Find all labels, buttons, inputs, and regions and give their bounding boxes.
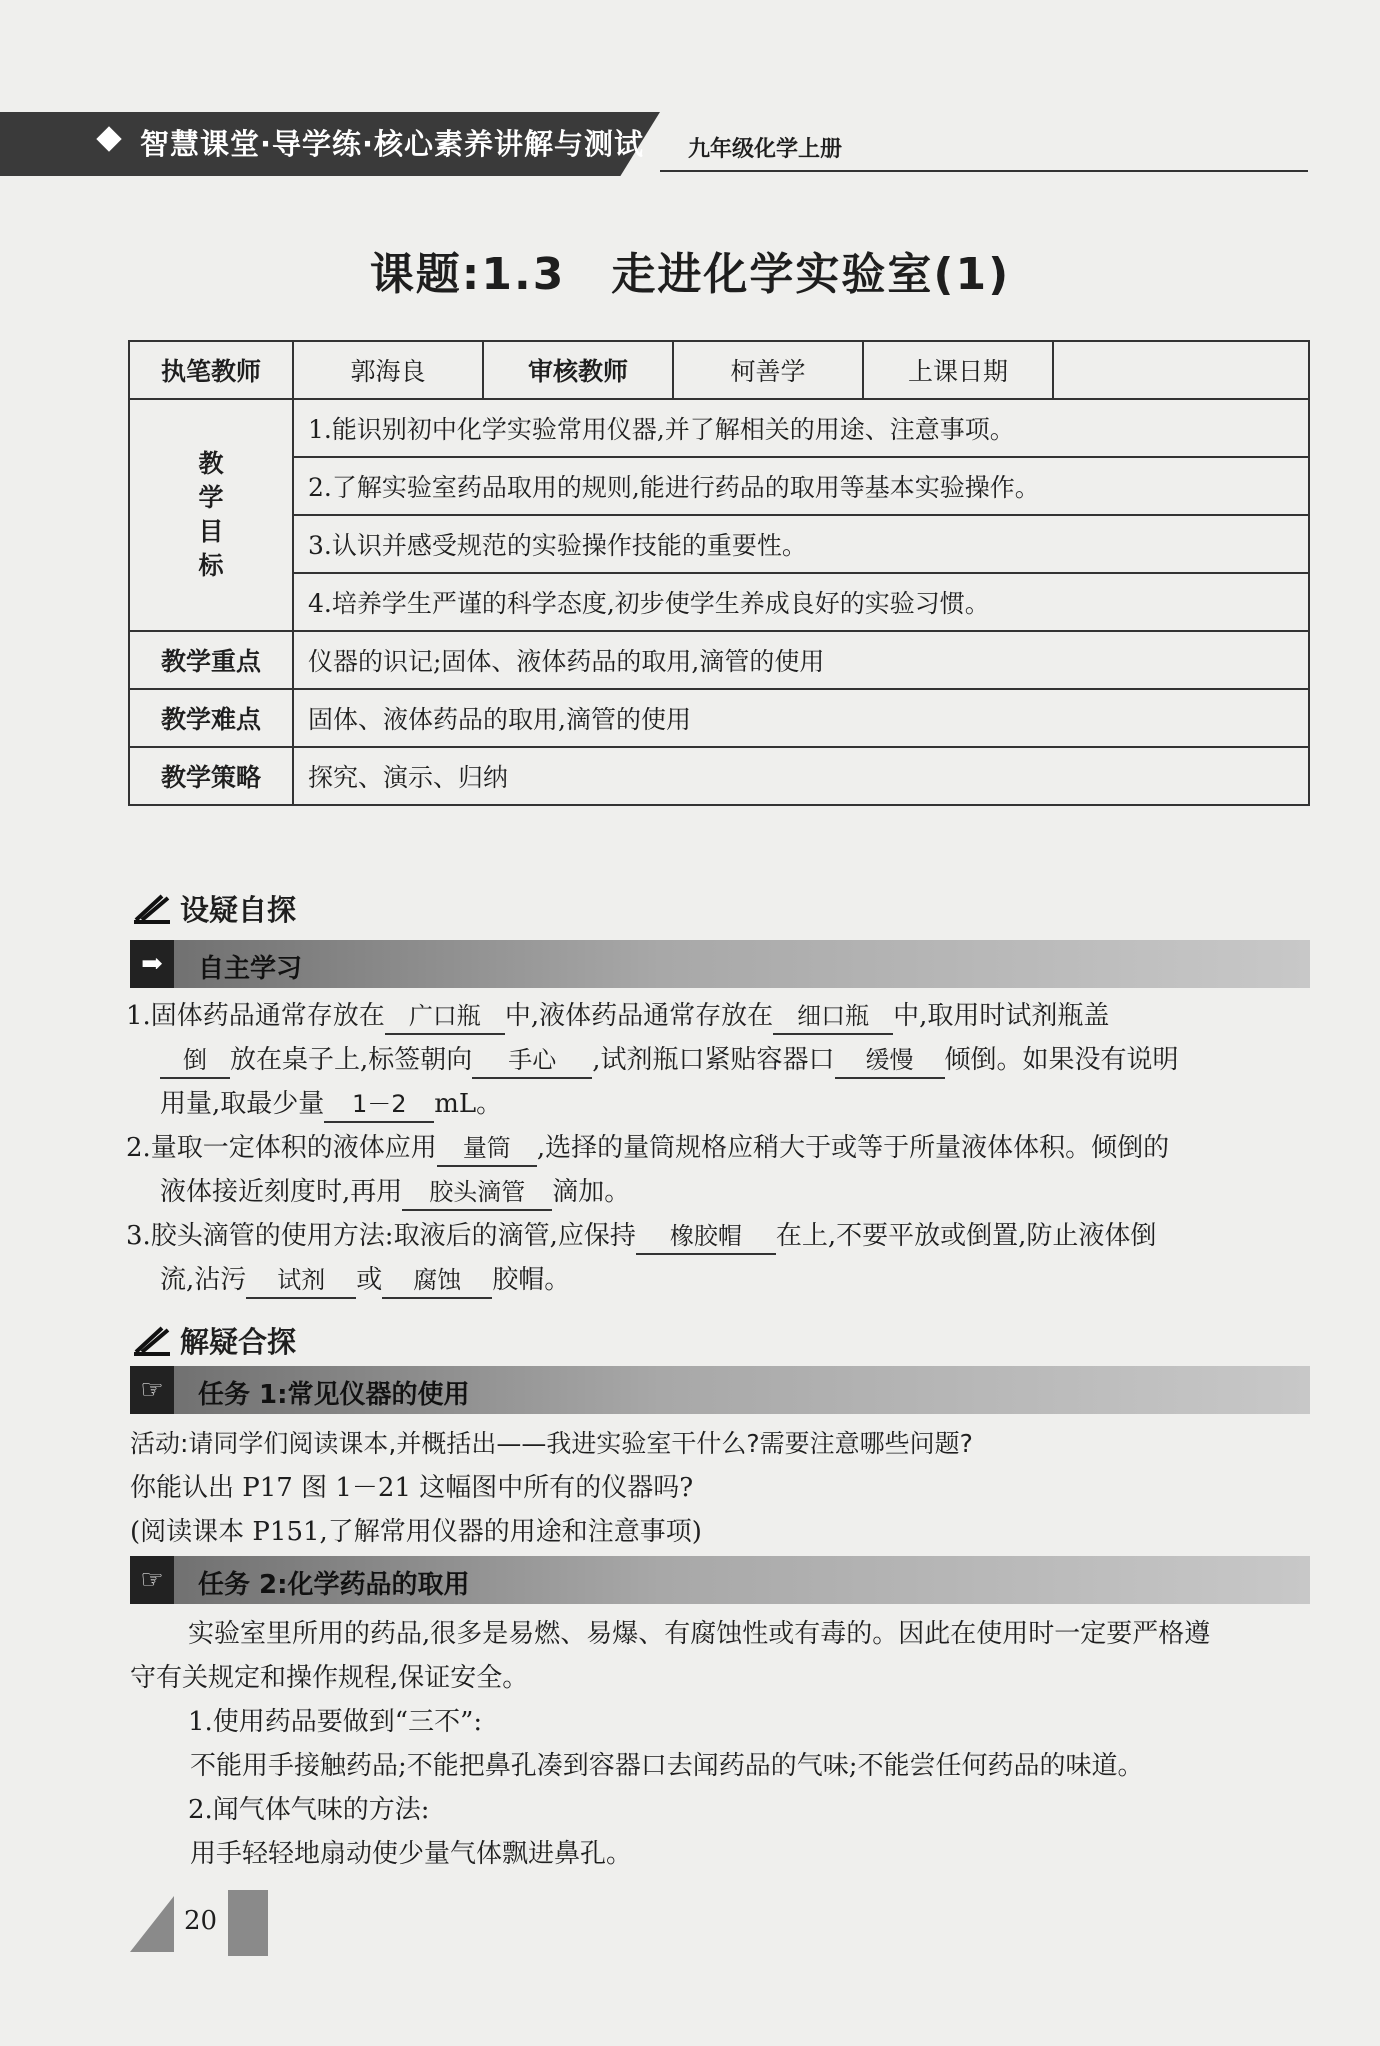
pen-icon <box>132 1326 172 1356</box>
q3-text: 胶帽。 <box>492 1265 571 1295</box>
table-row <box>129 515 1309 573</box>
task1-line-2: 你能认出 P17 图 1－21 这幅图中所有的仪器吗? <box>130 1473 694 1503</box>
section-resolve <box>132 1320 296 1361</box>
question-1-line-2 <box>126 1038 1316 1082</box>
q3-answer-3: 腐蚀 <box>382 1263 492 1299</box>
question-1-line-3 <box>126 1082 1316 1126</box>
q1-text: 放在桌子上,标签朝向 <box>230 1045 473 1075</box>
task2-smell-heading: 2.闻气体气味的方法: <box>188 1795 430 1825</box>
footer-triangle <box>130 1896 174 1952</box>
task2-paragraph: 实验室里所用的药品,很多是易燃、易爆、有腐蚀性或有毒的。因此在使用时一定要严格遵 <box>188 1619 1211 1649</box>
q1-text: 中,取用时试剂瓶盖 <box>893 1001 1110 1031</box>
difficulties-value: 固体、液体药品的取用,滴管的使用 <box>293 689 1309 747</box>
section-explore <box>132 888 296 929</box>
q3-text: 流,沾污 <box>160 1265 247 1295</box>
section-explore-title: 设疑自探 <box>180 893 297 927</box>
q2-text: 2.量取一定体积的液体应用 <box>126 1133 437 1163</box>
goals-label <box>129 399 293 631</box>
q1-answer-3: 倒 <box>160 1043 230 1079</box>
key-points-label: 教学重点 <box>129 631 293 689</box>
q2-answer-2: 胶头滴管 <box>402 1175 552 1211</box>
q2-text: 液体接近刻度时,再用 <box>160 1177 403 1207</box>
section-resolve-title: 解疑合探 <box>180 1325 297 1359</box>
q3-text: 或 <box>356 1265 383 1295</box>
reviewer-value: 柯善学 <box>673 341 863 399</box>
book-title: 九年级化学上册 <box>688 137 843 162</box>
goals-label-char: 标 <box>198 551 224 580</box>
date-label: 上课日期 <box>863 341 1053 399</box>
question-1 <box>126 994 1316 1038</box>
question-2-line-2 <box>126 1170 1316 1214</box>
goals-label-char: 学 <box>198 483 224 512</box>
q1-text: 1.固体药品通常存放在 <box>126 1001 385 1031</box>
pointing-hand-icon: ☞ <box>130 1556 174 1604</box>
task1-label: 任务 1:常见仪器的使用 <box>198 1380 470 1410</box>
task2-smell-text: 用手轻轻地扇动使少量气体飘进鼻孔。 <box>190 1839 633 1869</box>
task2-label: 任务 2:化学药品的取用 <box>198 1570 470 1600</box>
page-number: 20 <box>184 1906 218 1936</box>
pen-icon <box>132 894 172 924</box>
header-rule <box>660 170 1308 172</box>
key-points-value: 仪器的识记;固体、液体药品的取用,滴管的使用 <box>293 631 1309 689</box>
table-row <box>129 399 1309 457</box>
question-3-line-2 <box>126 1258 1316 1302</box>
table-row <box>129 631 1309 689</box>
pointing-hand-icon: ☞ <box>130 1366 174 1414</box>
q3-answer-1: 橡胶帽 <box>636 1219 776 1255</box>
strategy-value: 探究、演示、归纳 <box>293 747 1309 805</box>
q3-answer-2: 试剂 <box>246 1263 356 1299</box>
goal-item: 4.培养学生严谨的科学态度,初步使学生养成良好的实验习惯。 <box>293 573 1309 631</box>
task2-rule-text: 不能用手接触药品;不能把鼻孔凑到容器口去闻药品的气味;不能尝任何药品的味道。 <box>190 1751 1144 1781</box>
q1-text: ,试剂瓶口紧贴容器口 <box>592 1045 835 1075</box>
table-row <box>129 341 1309 399</box>
table-row <box>129 689 1309 747</box>
strategy-label: 教学策略 <box>129 747 293 805</box>
table-row <box>129 573 1309 631</box>
q1-answer-6: 1－2 <box>324 1087 434 1123</box>
task2-bar <box>130 1556 1310 1604</box>
task1-activity: 活动:请同学们阅读课本,并概括出——我进实验室干什么?需要注意哪些问题? <box>130 1429 973 1458</box>
q2-text: 滴加。 <box>552 1177 631 1207</box>
task2-paragraph-cont: 守有关规定和操作规程,保证安全。 <box>130 1663 529 1693</box>
task1-content <box>130 1422 1310 1554</box>
task1-bar <box>130 1366 1310 1414</box>
q1-answer-5: 缓慢 <box>835 1043 945 1079</box>
goal-item: 2.了解实验室药品取用的规则,能进行药品的取用等基本实验操作。 <box>293 457 1309 515</box>
table-row <box>129 747 1309 805</box>
goal-item: 1.能识别初中化学实验常用仪器,并了解相关的用途、注意事项。 <box>293 399 1309 457</box>
task2-content <box>130 1612 1310 1876</box>
goals-label-char: 教 <box>198 449 224 478</box>
self-study-label: 自主学习 <box>198 954 303 984</box>
series-title: 智慧课堂·导学练·核心素养讲解与测试 <box>140 127 645 161</box>
q1-answer-4: 手心 <box>472 1043 592 1079</box>
q1-text: 用量,取最少量 <box>160 1089 325 1119</box>
question-2 <box>126 1126 1316 1170</box>
task2-rule-heading: 1.使用药品要做到“三不”: <box>188 1707 483 1737</box>
q3-text: 在上,不要平放或倒置,防止液体倒 <box>775 1221 1157 1251</box>
arrow-right-icon: ➡ <box>130 940 174 988</box>
lesson-title: 课题:1.3 走进化学实验室(1) <box>369 249 1011 300</box>
q1-text: 中,液体药品通常存放在 <box>504 1001 774 1031</box>
footer-block <box>228 1890 268 1956</box>
q1-answer-2: 细口瓶 <box>773 999 893 1035</box>
q1-answer-1: 广口瓶 <box>385 999 505 1035</box>
self-study-bar <box>130 940 1310 988</box>
reviewer-label: 审核教师 <box>483 341 673 399</box>
lesson-info-table <box>128 340 1310 806</box>
goals-label-char: 目 <box>198 517 224 546</box>
author-label: 执笔教师 <box>129 341 293 399</box>
goal-item: 3.认识并感受规范的实验操作技能的重要性。 <box>293 515 1309 573</box>
table-row <box>129 457 1309 515</box>
task1-line-3: (阅读课本 P151,了解常用仪器的用途和注意事项) <box>130 1517 702 1547</box>
q1-text: 倾倒。如果没有说明 <box>944 1045 1179 1075</box>
q1-text: mL。 <box>434 1089 503 1119</box>
question-3 <box>126 1214 1316 1258</box>
self-study-questions <box>126 994 1316 1302</box>
q3-text: 3.胶头滴管的使用方法:取液后的滴管,应保持 <box>126 1221 636 1251</box>
date-value <box>1053 341 1309 399</box>
q2-answer-1: 量筒 <box>437 1131 537 1167</box>
author-value: 郭海良 <box>293 341 483 399</box>
difficulties-label: 教学难点 <box>129 689 293 747</box>
q2-text: ,选择的量筒规格应稍大于或等于所量液体体积。倾倒的 <box>536 1133 1170 1163</box>
